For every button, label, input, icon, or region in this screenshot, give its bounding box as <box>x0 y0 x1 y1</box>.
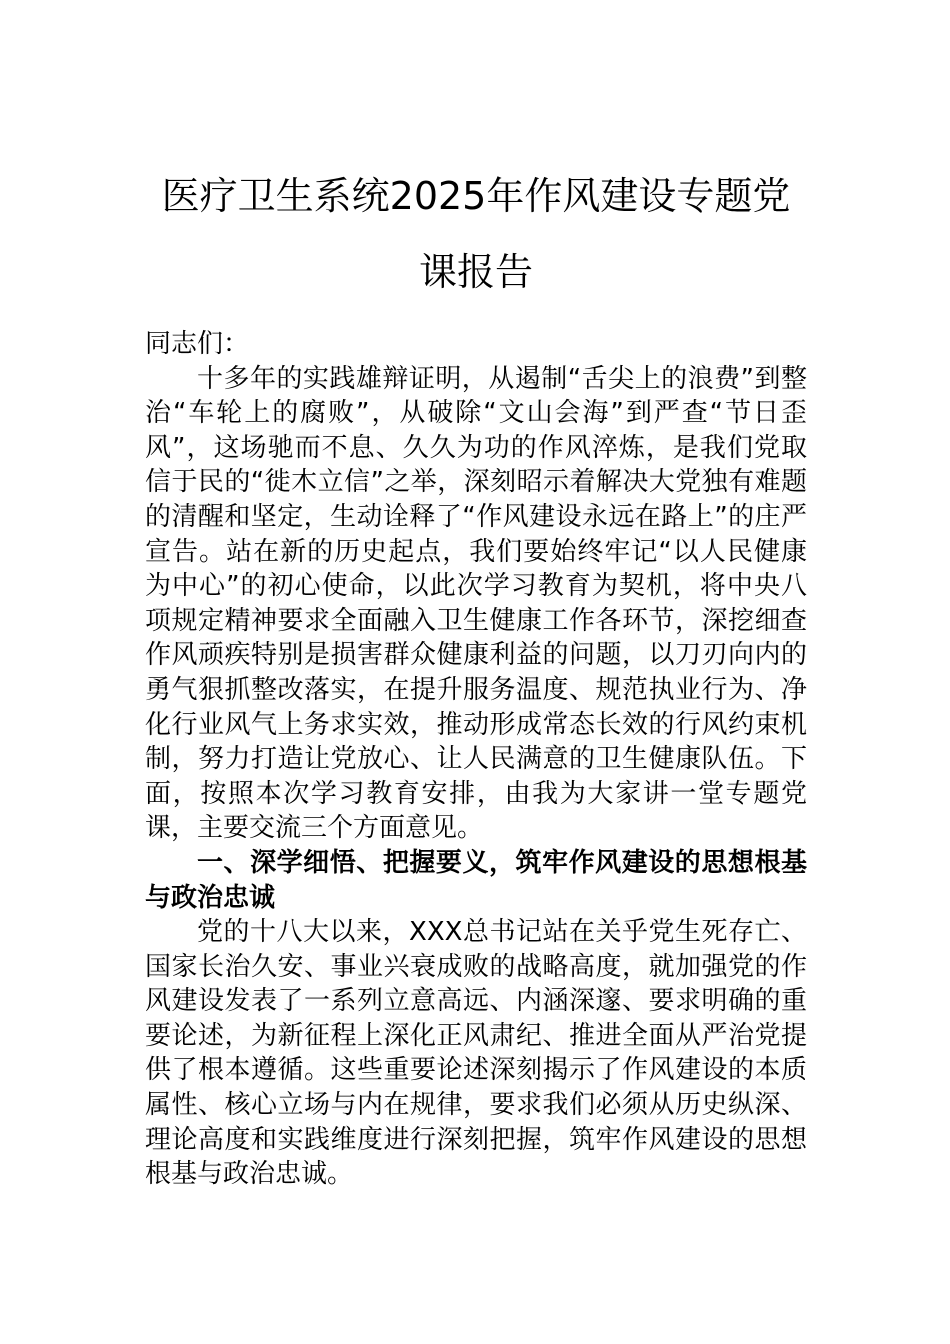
section-paragraph: 党的十八大以来，XXX总书记站在关乎党生死存亡、国家长治久安、事业兴衰成败的战略高度，就加强党的作风建设发表了一系列立意高远、内涵深邃、要求明确的重要论述，为新征程上深化正风肃纪、推进全面从严治党提供了根本遵循。这些重要论述深刻揭示了作风建设的本质属性、核心立场与内在规律，要求我们必须从历史纵深、理论高度和实践维度进行深刻把握，筑牢作风建设的思想根基与政治忠诚。 <box>145 917 807 1190</box>
document-body <box>145 327 807 1192</box>
salutation: 同志们： <box>145 329 250 359</box>
section-heading: 一、深学细悟、把握要义，筑牢作风建设的思想根基与政治忠诚 <box>145 847 807 913</box>
intro-paragraph: 十多年的实践雄辩证明，从遏制“舌尖上的浪费”到整治“车轮上的腐败”，从破除“文山会海”到严查“节日歪风”，这场驰而不息、久久为功的作风淬炼，是我们党取信于民的“徙木立信”之举，深刻昭示着解决大党独有难题的清醒和坚定，生动诠释了“作风建设永远在路上”的庄严宣告。站在新的历史起点，我们要始终牢记“以人民健康为中心”的初心使命，以此次学习教育为契机，将中央八项规定精神要求全面融入卫生健康工作各环节，深挖细查作风顽疾特别是损害群众健康利益的问题，以刀刃向内的勇气狠抓整改落实，在提升服务温度、规范执业行为、净化行业风气上务求实效，推动形成常态长效的行风约束机制，努力打造让党放心、让人民满意的卫生健康队伍。下面，按照本次学习教育安排，由我为大家讲一堂专题党课，主要交流三个方面意见。 <box>145 363 807 844</box>
document-title: 医疗卫生系统2025年作风建设专题党课报告 <box>161 174 791 294</box>
